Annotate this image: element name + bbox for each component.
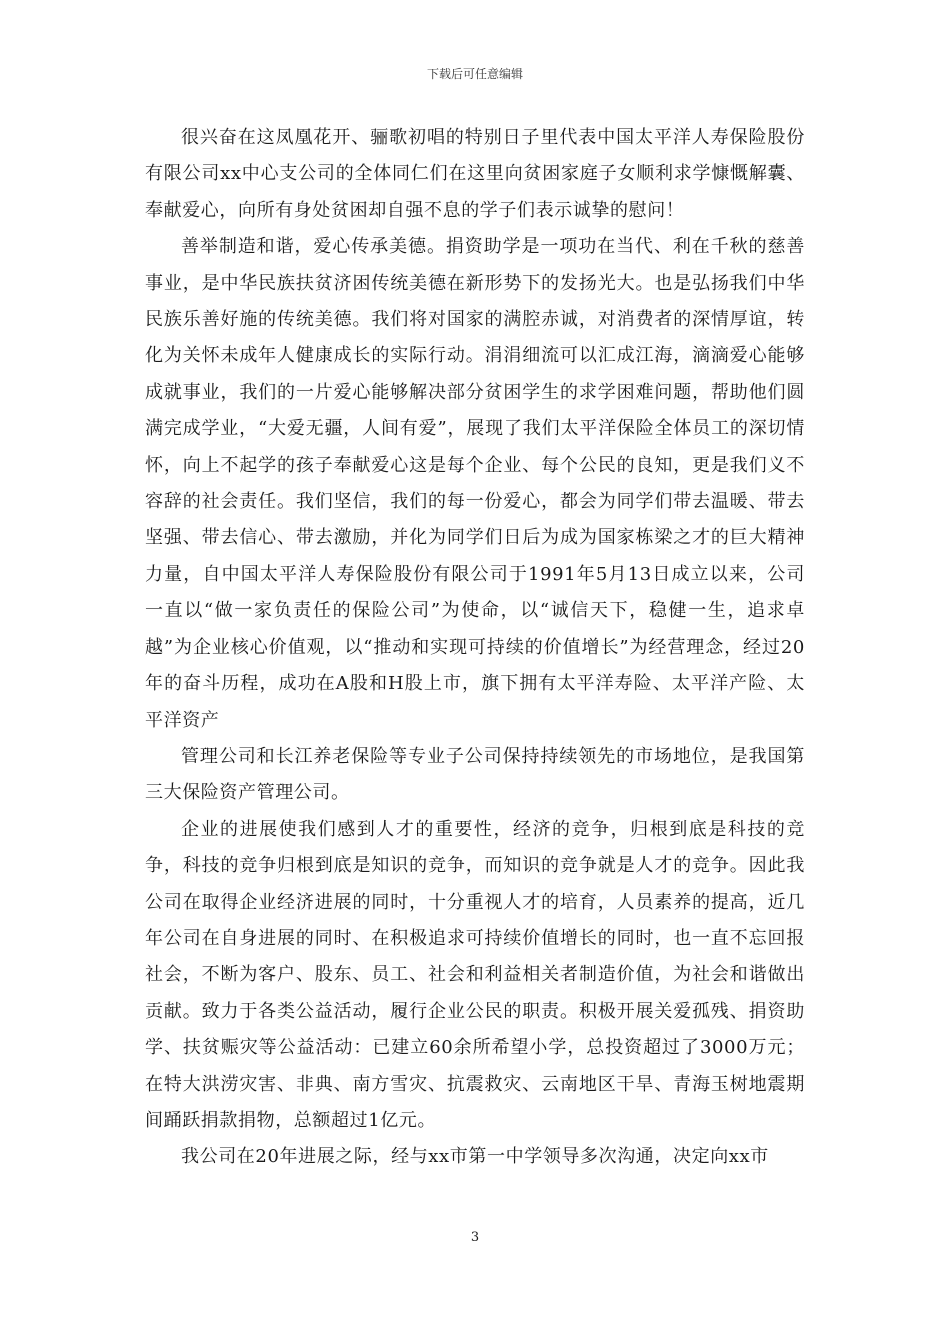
paragraph-1: 很兴奋在这凤凰花开、骊歌初唱的特别日子里代表中国太平洋人寿保险股份有限公司xx中心支公司的全体同仁们在这里向贫困家庭子女顺利求学慷慨解囊、奉献爱心，向所有身处贫困却自强不息的学子们表示诚挚的慰问！ — [145, 127, 805, 221]
page-number: 3 — [470, 1230, 480, 1245]
document-body — [145, 120, 805, 1176]
paragraph-3: 管理公司和长江养老保险等专业子公司保持持续领先的市场地位，是我国第三大保险资产管理公司。 — [145, 745, 805, 804]
paragraph-4: 企业的进展使我们感到人才的重要性，经济的竞争，归根到底是科技的竞争，科技的竞争归根到底是知识的竞争，而知识的竞争就是人才的竞争。因此我公司在取得企业经济进展的同时，十分重视人才的培育，人员素养的提高，近几年公司在自身进展的同时、在积极追求可持续价值增长的同时，也一直不忘回报社会，不断为客户、股东、员工、社会和利益相关者制造价值，为社会和谐做出贡献。致力于各类公益活动，履行企业公民的职责。积极开展关爱孤残、捐资助学、扶贫赈灾等公益活动：已建立60余所希望小学，总投资超过了3000万元；在特大洪涝灾害、非典、南方雪灾、抗震救灾、云南地区干旱、青海玉树地震期间踊跃捐款捐物，总额超过1亿元。 — [145, 818, 805, 1131]
page-header: 下载后可任意编辑 — [426, 67, 523, 81]
paragraph-5: 我公司在20年进展之际，经与xx市第一中学领导多次沟通，决定向xx市 — [181, 1146, 769, 1168]
paragraph-2: 善举制造和谐，爱心传承美德。捐资助学是一项功在当代、利在千秋的慈善事业，是中华民族扶贫济困传统美德在新形势下的发扬光大。也是弘扬我们中华民族乐善好施的传统美德。我们将对国家的满腔赤诚，对消费者的深情厚谊，转化为关怀未成年人健康成长的实际行动。涓涓细流可以汇成江海，滴滴爱心能够成就事业，我们的一片爱心能够解决部分贫困学生的求学困难问题，帮助他们圆满完成学业，“大爱无疆，人间有爱”，展现了我们太平洋保险全体员工的深切情怀，向上不起学的孩子奉献爱心这是每个企业、每个公民的良知，更是我们义不容辞的社会责任。我们坚信，我们的每一份爱心，都会为同学们带去温暖、带去坚强、带去信心、带去激励，并化为同学们日后为成为国家栋梁之才的巨大精神力量，自中国太平洋人寿保险股份有限公司于1991年5月13日成立以来，公司一直以“做一家负责任的保险公司”为使命，以“诚信天下，稳健一生，追求卓越”为企业核心价值观，以“推动和实现可持续的价值增长”为经营理念，经过20年的奋斗历程，成功在A股和H股上市，旗下拥有太平洋寿险、太平洋产险、太平洋资产 — [145, 236, 805, 731]
